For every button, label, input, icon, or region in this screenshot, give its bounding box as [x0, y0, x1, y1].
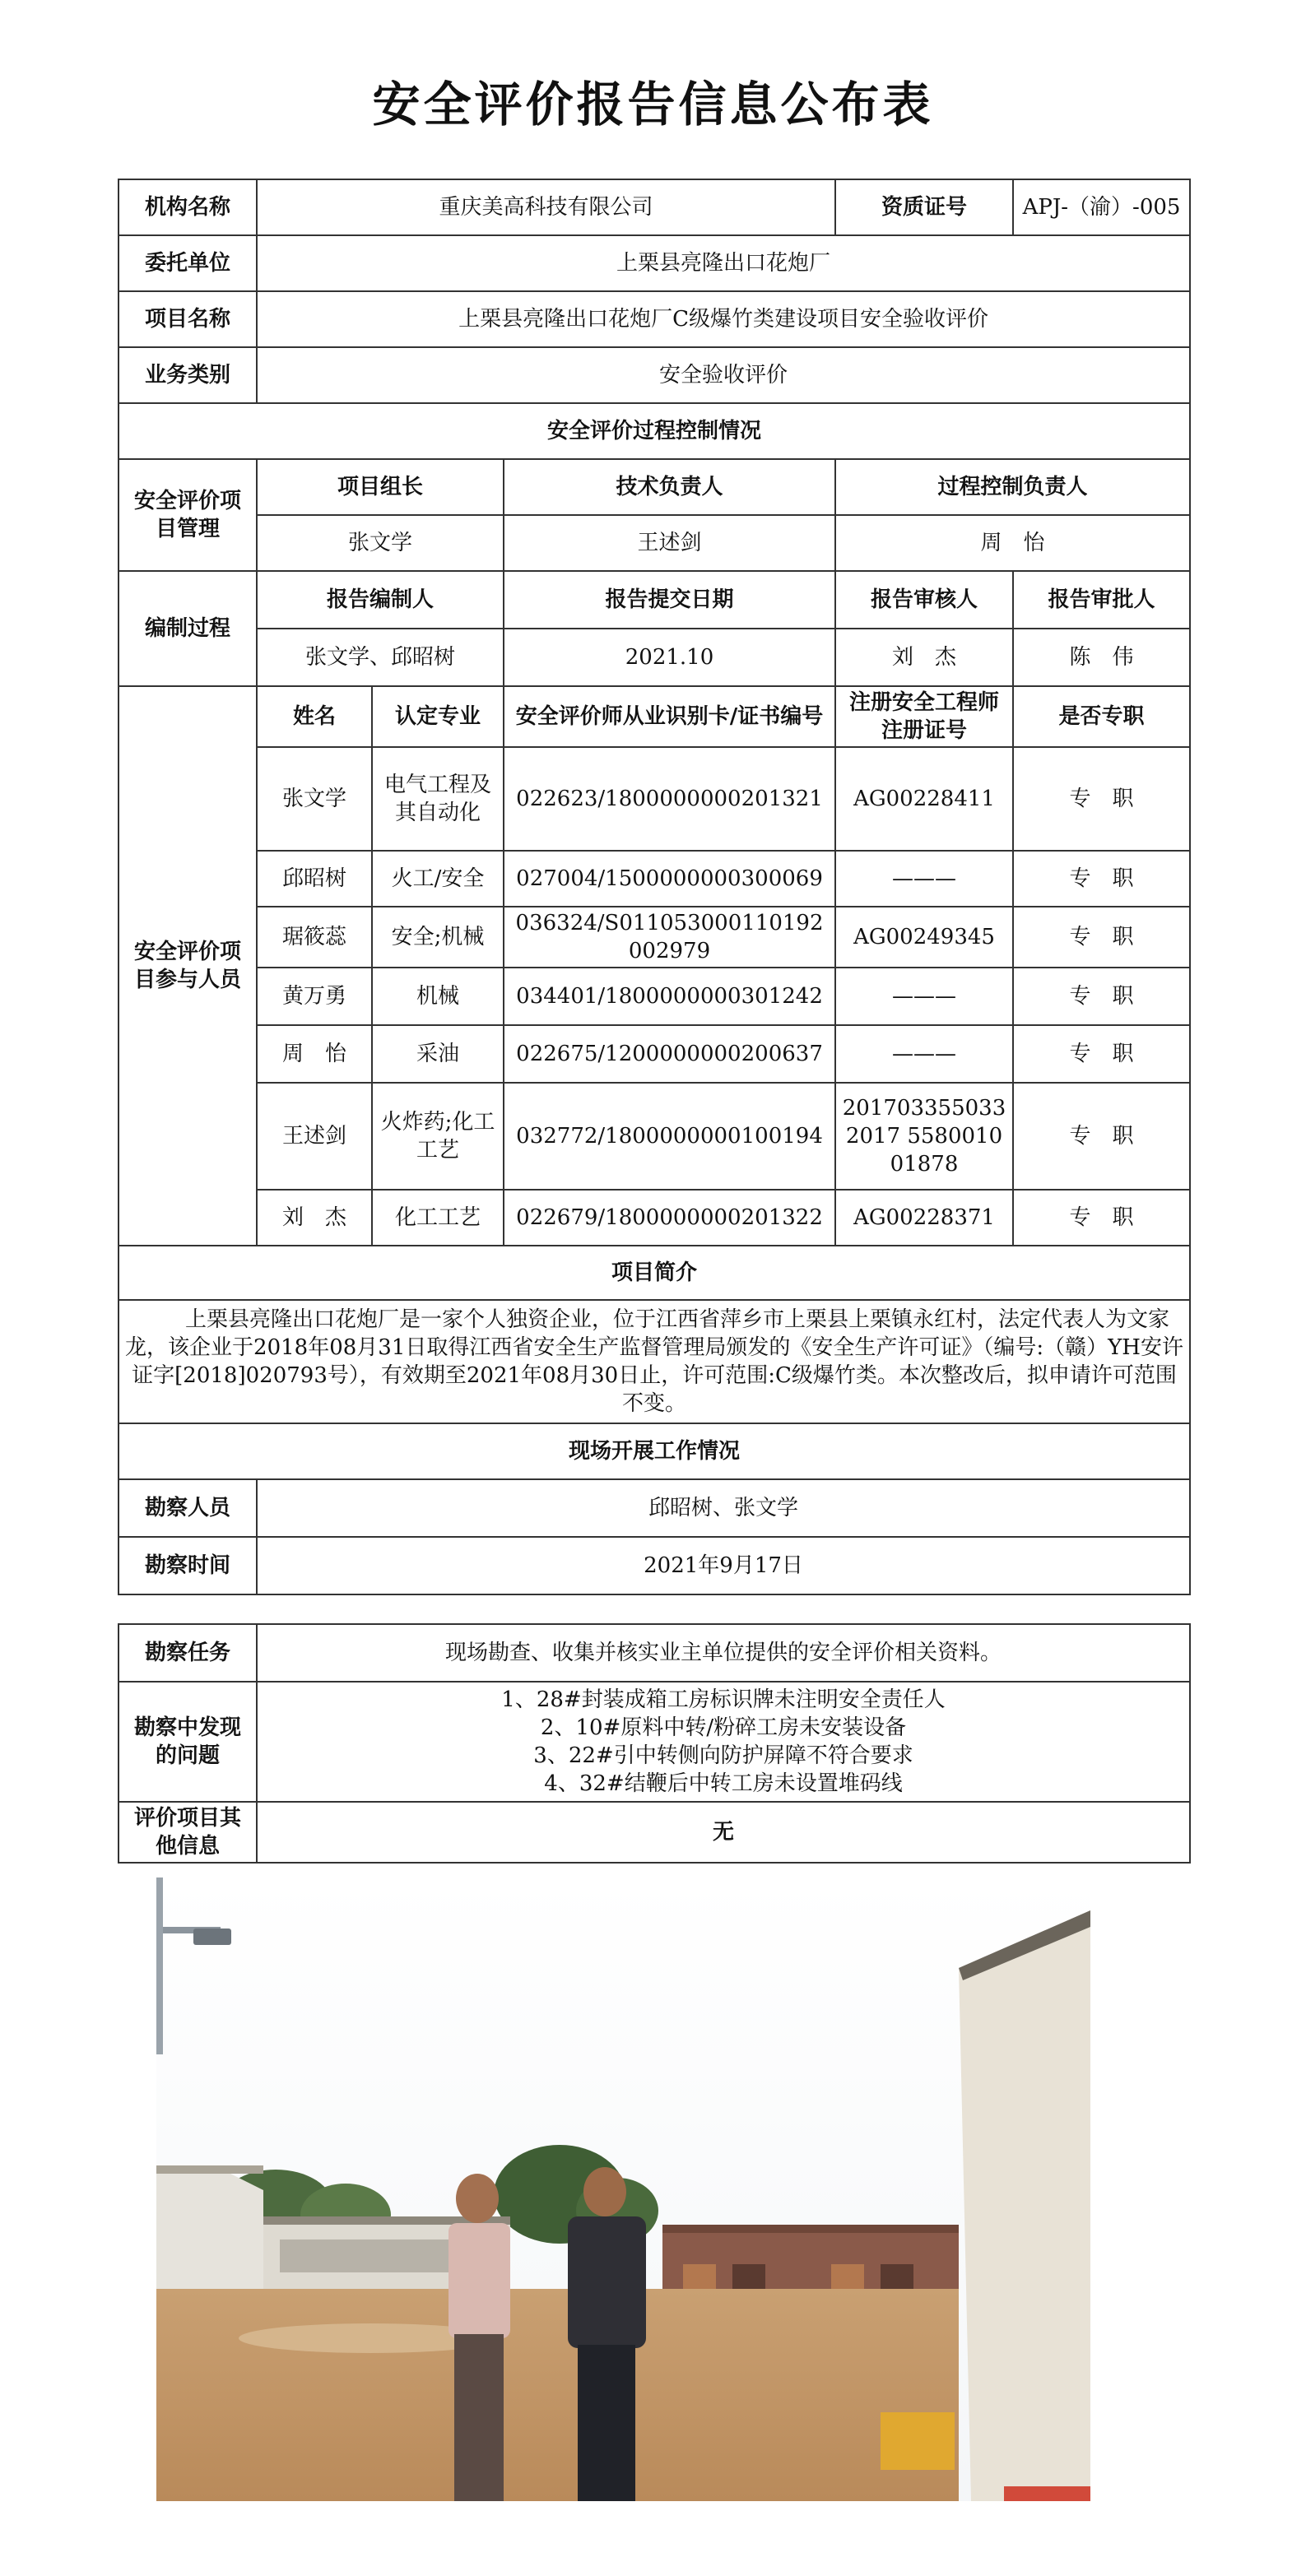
person-name: 刘 杰 — [257, 1190, 372, 1246]
person-name: 王述剑 — [257, 1083, 372, 1190]
person-reg: 2017033550332017 558001001878 — [835, 1083, 1013, 1190]
person-major: 安全;机械 — [372, 907, 504, 968]
person-fulltime: 专 职 — [1013, 1190, 1190, 1246]
list-item: 1、28#封装成箱工房标识牌未注明安全责任人 — [501, 1687, 946, 1712]
site-staff-value: 邱昭树、张文学 — [257, 1479, 1190, 1537]
personnel-header-reg: 注册安全工程师注册证号 — [835, 686, 1013, 747]
info-table — [118, 179, 1191, 1595]
person-name: 周 怡 — [257, 1025, 372, 1083]
client-value: 上栗县亮隆出口花炮厂 — [257, 235, 1190, 291]
person-reg: AG00228411 — [835, 747, 1013, 851]
person-fulltime: 专 职 — [1013, 851, 1190, 907]
personnel-header-cert: 安全评价师从业识别卡/证书编号 — [504, 686, 835, 747]
person-reg: AG00249345 — [835, 907, 1013, 968]
personnel-header-fulltime: 是否专职 — [1013, 686, 1190, 747]
person-name: 黄万勇 — [257, 968, 372, 1025]
person-fulltime: 专 职 — [1013, 1083, 1190, 1190]
person-cert: 036324/S011053000110192002979 — [504, 907, 835, 968]
person-reg: ——— — [835, 968, 1013, 1025]
personnel-label: 安全评价项目参与人员 — [119, 686, 257, 1246]
list-item: 3、22#引中转侧向防护屏障不符合要求 — [533, 1743, 913, 1768]
project-label: 项目名称 — [119, 291, 257, 347]
list-item: 4、32#结鞭后中转工房未设置堆码线 — [544, 1771, 903, 1796]
org-value: 重庆美高科技有限公司 — [257, 179, 835, 235]
person-cert: 022675/1200000000200637 — [504, 1025, 835, 1083]
table-row — [119, 1190, 1190, 1246]
author-header: 报告编制人 — [257, 571, 504, 629]
survey-task-value: 现场勘查、收集并核实业主单位提供的安全评价相关资料。 — [257, 1624, 1190, 1682]
person-fulltime: 专 职 — [1013, 968, 1190, 1025]
survey-task-label: 勘察任务 — [119, 1624, 257, 1682]
person-fulltime: 专 职 — [1013, 907, 1190, 968]
table-row — [119, 747, 1190, 851]
person-name: 张文学 — [257, 747, 372, 851]
other-info-value: 无 — [257, 1802, 1190, 1863]
process-lead-header: 过程控制负责人 — [835, 459, 1190, 515]
cert-label: 资质证号 — [835, 179, 1013, 235]
table-row — [119, 1025, 1190, 1083]
person-major: 采油 — [372, 1025, 504, 1083]
site-time-label: 勘察时间 — [119, 1537, 257, 1594]
org-label: 机构名称 — [119, 179, 257, 235]
list-item: 2、10#原料中转/粉碎工房未安装设备 — [540, 1715, 907, 1740]
table-row — [119, 907, 1190, 968]
intro-heading: 项目简介 — [119, 1246, 1190, 1300]
approver-value: 陈 伟 — [1013, 629, 1190, 686]
person-name: 琚筱蕊 — [257, 907, 372, 968]
table-row — [119, 851, 1190, 907]
author-value: 张文学、邱昭树 — [257, 629, 504, 686]
reviewer-header: 报告审核人 — [835, 571, 1013, 629]
compile-label: 编制过程 — [119, 571, 257, 686]
person-fulltime: 专 职 — [1013, 1025, 1190, 1083]
cert-value: APJ-（渝）-005 — [1013, 179, 1190, 235]
person-name: 邱昭树 — [257, 851, 372, 907]
table-row — [119, 968, 1190, 1025]
submit-date-value: 2021.10 — [504, 629, 835, 686]
survey-table — [118, 1623, 1191, 1864]
intro-text-body: 上栗县亮隆出口花炮厂是一家个人独资企业，位于江西省萍乡市上栗县上栗镇永红村，法定代表人为文家龙，该企业于2018年08月31日取得江西省安全生产监督管理局颁发的《安全生产许可证》（编号:（赣）YH安许证字[2018]020793号），有效期至2021年08月30日止，许可范围:C级爆竹类。本次整改后，拟申请许可范围不变。 — [125, 1307, 1183, 1416]
site-staff-label: 勘察人员 — [119, 1479, 257, 1537]
survey-issues-label: 勘察中发现的问题 — [119, 1682, 257, 1802]
page-title: 安全评价报告信息公布表 — [372, 77, 934, 132]
survey-issues-list — [257, 1682, 1190, 1802]
site-time-value: 2021年9月17日 — [257, 1537, 1190, 1594]
reviewer-value: 刘 杰 — [835, 629, 1013, 686]
person-major: 火工/安全 — [372, 851, 504, 907]
person-cert: 027004/1500000000300069 — [504, 851, 835, 907]
person-major: 火炸药;化工工艺 — [372, 1083, 504, 1190]
personnel-header-name: 姓名 — [257, 686, 372, 747]
person-cert: 034401/1800000000301242 — [504, 968, 835, 1025]
person-cert: 022623/1800000000201321 — [504, 747, 835, 851]
team-leader-header: 项目组长 — [257, 459, 504, 515]
person-reg: ——— — [835, 1025, 1013, 1083]
approver-header: 报告审批人 — [1013, 571, 1190, 629]
site-survey-photo — [156, 1877, 1090, 2501]
business-value: 安全验收评价 — [257, 347, 1190, 403]
submit-date-header: 报告提交日期 — [504, 571, 835, 629]
person-fulltime: 专 职 — [1013, 747, 1190, 851]
other-info-label: 评价项目其他信息 — [119, 1802, 257, 1863]
person-reg: ——— — [835, 851, 1013, 907]
person-major: 化工工艺 — [372, 1190, 504, 1246]
mgmt-label: 安全评价项目管理 — [119, 459, 257, 571]
person-major: 机械 — [372, 968, 504, 1025]
person-reg: AG00228371 — [835, 1190, 1013, 1246]
business-label: 业务类别 — [119, 347, 257, 403]
client-label: 委托单位 — [119, 235, 257, 291]
process-lead-value: 周 怡 — [835, 515, 1190, 571]
site-heading: 现场开展工作情况 — [119, 1423, 1190, 1479]
process-control-heading: 安全评价过程控制情况 — [119, 403, 1190, 459]
project-value: 上栗县亮隆出口花炮厂C级爆竹类建设项目安全验收评价 — [257, 291, 1190, 347]
tech-lead-value: 王述剑 — [504, 515, 835, 571]
intro-text — [119, 1300, 1190, 1423]
personnel-header-major: 认定专业 — [372, 686, 504, 747]
table-row — [119, 1083, 1190, 1190]
person-cert: 022679/1800000000201322 — [504, 1190, 835, 1246]
team-leader-value: 张文学 — [257, 515, 504, 571]
person-cert: 032772/1800000000100194 — [504, 1083, 835, 1190]
tech-lead-header: 技术负责人 — [504, 459, 835, 515]
person-major: 电气工程及其自动化 — [372, 747, 504, 851]
